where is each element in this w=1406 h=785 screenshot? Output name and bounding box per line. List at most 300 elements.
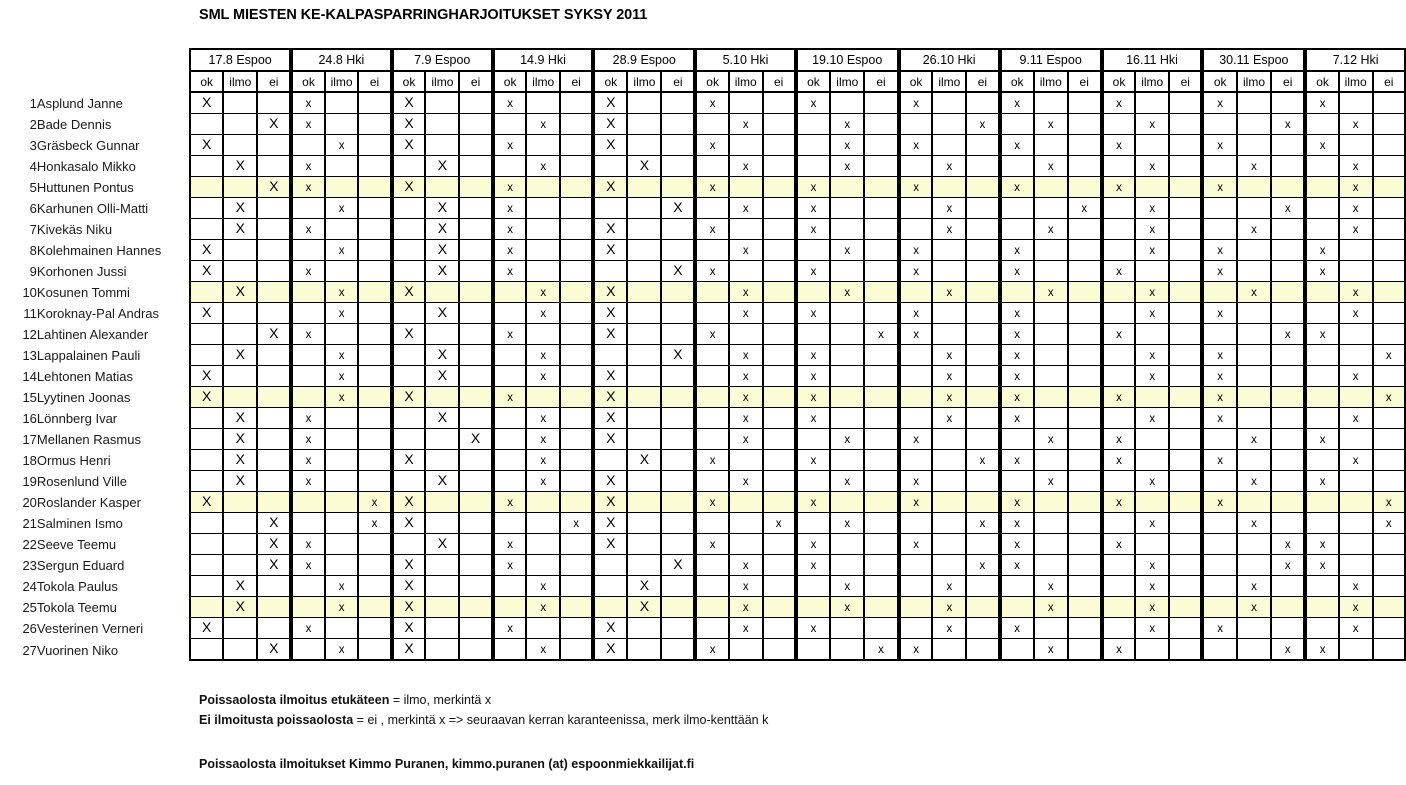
attendance-cell[interactable] xyxy=(864,93,898,114)
attendance-cell[interactable] xyxy=(729,261,763,282)
attendance-cell[interactable] xyxy=(392,618,426,639)
attendance-cell[interactable] xyxy=(459,492,493,513)
attendance-cell[interactable] xyxy=(425,156,459,177)
attendance-cell[interactable] xyxy=(560,408,593,429)
attendance-cell[interactable] xyxy=(1169,282,1202,303)
attendance-cell[interactable] xyxy=(1135,198,1169,219)
attendance-cell[interactable] xyxy=(1102,555,1136,576)
attendance-cell[interactable] xyxy=(695,156,729,177)
attendance-cell[interactable] xyxy=(763,513,796,534)
attendance-cell[interactable] xyxy=(627,324,661,345)
attendance-cell[interactable] xyxy=(1135,135,1169,156)
attendance-cell[interactable] xyxy=(257,324,291,345)
attendance-cell[interactable] xyxy=(729,597,763,618)
attendance-cell[interactable] xyxy=(425,324,459,345)
attendance-cell[interactable] xyxy=(1000,618,1034,639)
attendance-cell[interactable] xyxy=(899,408,933,429)
attendance-cell[interactable] xyxy=(223,240,257,261)
attendance-cell[interactable] xyxy=(325,471,359,492)
attendance-cell[interactable] xyxy=(392,387,426,408)
attendance-cell[interactable] xyxy=(1339,324,1373,345)
attendance-cell[interactable] xyxy=(864,177,898,198)
attendance-cell[interactable] xyxy=(729,156,763,177)
attendance-cell[interactable] xyxy=(560,555,593,576)
attendance-cell[interactable] xyxy=(627,240,661,261)
attendance-cell[interactable] xyxy=(1000,135,1034,156)
attendance-cell[interactable] xyxy=(325,534,359,555)
attendance-cell[interactable] xyxy=(932,345,966,366)
attendance-cell[interactable] xyxy=(627,534,661,555)
attendance-cell[interactable] xyxy=(661,135,695,156)
attendance-cell[interactable] xyxy=(1373,135,1406,156)
attendance-cell[interactable] xyxy=(189,639,223,661)
attendance-cell[interactable] xyxy=(257,303,291,324)
attendance-cell[interactable] xyxy=(257,639,291,661)
attendance-cell[interactable] xyxy=(1034,450,1068,471)
attendance-cell[interactable] xyxy=(358,219,391,240)
attendance-cell[interactable] xyxy=(695,93,729,114)
attendance-cell[interactable] xyxy=(257,450,291,471)
attendance-cell[interactable] xyxy=(830,114,864,135)
attendance-cell[interactable] xyxy=(1102,345,1136,366)
attendance-cell[interactable] xyxy=(291,618,325,639)
attendance-cell[interactable] xyxy=(358,240,391,261)
attendance-cell[interactable] xyxy=(864,450,898,471)
attendance-cell[interactable] xyxy=(966,618,999,639)
attendance-cell[interactable] xyxy=(493,198,527,219)
attendance-cell[interactable] xyxy=(358,555,391,576)
attendance-cell[interactable] xyxy=(899,576,933,597)
attendance-cell[interactable] xyxy=(1237,576,1271,597)
attendance-cell[interactable] xyxy=(1000,450,1034,471)
attendance-cell[interactable] xyxy=(763,345,796,366)
attendance-cell[interactable] xyxy=(560,303,593,324)
attendance-cell[interactable] xyxy=(695,219,729,240)
attendance-cell[interactable] xyxy=(1068,156,1102,177)
attendance-cell[interactable] xyxy=(966,261,999,282)
attendance-cell[interactable] xyxy=(661,618,695,639)
attendance-cell[interactable] xyxy=(593,135,627,156)
attendance-cell[interactable] xyxy=(899,492,933,513)
attendance-cell[interactable] xyxy=(729,177,763,198)
attendance-cell[interactable] xyxy=(1102,198,1136,219)
attendance-cell[interactable] xyxy=(1034,177,1068,198)
attendance-cell[interactable] xyxy=(189,114,223,135)
attendance-cell[interactable] xyxy=(796,324,831,345)
attendance-cell[interactable] xyxy=(1271,324,1305,345)
attendance-cell[interactable] xyxy=(864,534,898,555)
attendance-cell[interactable] xyxy=(1237,156,1271,177)
attendance-cell[interactable] xyxy=(966,450,999,471)
attendance-cell[interactable] xyxy=(526,408,560,429)
attendance-cell[interactable] xyxy=(966,513,999,534)
attendance-cell[interactable] xyxy=(358,618,391,639)
attendance-cell[interactable] xyxy=(1102,534,1136,555)
attendance-cell[interactable] xyxy=(425,513,459,534)
attendance-cell[interactable] xyxy=(223,429,257,450)
attendance-cell[interactable] xyxy=(1202,492,1236,513)
attendance-cell[interactable] xyxy=(189,555,223,576)
attendance-cell[interactable] xyxy=(661,303,695,324)
attendance-cell[interactable] xyxy=(1237,429,1271,450)
attendance-cell[interactable] xyxy=(358,282,391,303)
attendance-cell[interactable] xyxy=(763,156,796,177)
attendance-cell[interactable] xyxy=(1034,555,1068,576)
attendance-cell[interactable] xyxy=(830,219,864,240)
attendance-cell[interactable] xyxy=(796,366,831,387)
attendance-cell[interactable] xyxy=(223,639,257,661)
attendance-cell[interactable] xyxy=(593,534,627,555)
attendance-cell[interactable] xyxy=(899,450,933,471)
attendance-cell[interactable] xyxy=(1034,387,1068,408)
attendance-cell[interactable] xyxy=(627,198,661,219)
attendance-cell[interactable] xyxy=(257,492,291,513)
attendance-cell[interactable] xyxy=(763,576,796,597)
attendance-cell[interactable] xyxy=(223,177,257,198)
attendance-cell[interactable] xyxy=(729,93,763,114)
attendance-cell[interactable] xyxy=(593,576,627,597)
attendance-cell[interactable] xyxy=(459,219,493,240)
attendance-cell[interactable] xyxy=(526,135,560,156)
attendance-cell[interactable] xyxy=(1000,303,1034,324)
attendance-cell[interactable] xyxy=(1237,408,1271,429)
attendance-cell[interactable] xyxy=(864,513,898,534)
attendance-cell[interactable] xyxy=(966,639,999,661)
attendance-cell[interactable] xyxy=(1000,345,1034,366)
attendance-cell[interactable] xyxy=(1068,618,1102,639)
attendance-cell[interactable] xyxy=(627,282,661,303)
attendance-cell[interactable] xyxy=(830,576,864,597)
attendance-cell[interactable] xyxy=(966,114,999,135)
attendance-cell[interactable] xyxy=(661,555,695,576)
attendance-cell[interactable] xyxy=(1271,408,1305,429)
attendance-cell[interactable] xyxy=(1102,576,1136,597)
attendance-cell[interactable] xyxy=(1068,198,1102,219)
attendance-cell[interactable] xyxy=(459,261,493,282)
attendance-cell[interactable] xyxy=(1305,387,1339,408)
attendance-cell[interactable] xyxy=(189,576,223,597)
attendance-cell[interactable] xyxy=(1373,534,1406,555)
attendance-cell[interactable] xyxy=(695,387,729,408)
attendance-cell[interactable] xyxy=(966,492,999,513)
attendance-cell[interactable] xyxy=(257,618,291,639)
attendance-cell[interactable] xyxy=(493,513,527,534)
attendance-cell[interactable] xyxy=(695,324,729,345)
attendance-cell[interactable] xyxy=(1305,261,1339,282)
attendance-cell[interactable] xyxy=(257,408,291,429)
attendance-cell[interactable] xyxy=(1034,576,1068,597)
attendance-cell[interactable] xyxy=(425,261,459,282)
attendance-cell[interactable] xyxy=(899,387,933,408)
attendance-cell[interactable] xyxy=(1202,177,1236,198)
attendance-cell[interactable] xyxy=(1305,597,1339,618)
attendance-cell[interactable] xyxy=(392,639,426,661)
attendance-cell[interactable] xyxy=(1305,135,1339,156)
attendance-cell[interactable] xyxy=(1034,240,1068,261)
attendance-cell[interactable] xyxy=(291,177,325,198)
attendance-cell[interactable] xyxy=(695,429,729,450)
attendance-cell[interactable] xyxy=(223,576,257,597)
attendance-cell[interactable] xyxy=(695,576,729,597)
attendance-cell[interactable] xyxy=(1135,639,1169,661)
attendance-cell[interactable] xyxy=(864,345,898,366)
attendance-cell[interactable] xyxy=(796,513,831,534)
attendance-cell[interactable] xyxy=(695,198,729,219)
attendance-cell[interactable] xyxy=(1271,240,1305,261)
attendance-cell[interactable] xyxy=(966,534,999,555)
attendance-cell[interactable] xyxy=(223,219,257,240)
attendance-cell[interactable] xyxy=(763,240,796,261)
attendance-cell[interactable] xyxy=(1237,114,1271,135)
attendance-cell[interactable] xyxy=(1068,450,1102,471)
attendance-cell[interactable] xyxy=(425,555,459,576)
attendance-cell[interactable] xyxy=(899,597,933,618)
attendance-cell[interactable] xyxy=(425,135,459,156)
attendance-cell[interactable] xyxy=(830,555,864,576)
attendance-cell[interactable] xyxy=(864,618,898,639)
attendance-cell[interactable] xyxy=(1305,345,1339,366)
attendance-cell[interactable] xyxy=(223,408,257,429)
attendance-cell[interactable] xyxy=(695,345,729,366)
attendance-cell[interactable] xyxy=(864,303,898,324)
attendance-cell[interactable] xyxy=(1339,639,1373,661)
attendance-cell[interactable] xyxy=(1237,93,1271,114)
attendance-cell[interactable] xyxy=(526,387,560,408)
attendance-cell[interactable] xyxy=(1068,345,1102,366)
attendance-cell[interactable] xyxy=(796,198,831,219)
attendance-cell[interactable] xyxy=(459,135,493,156)
attendance-cell[interactable] xyxy=(1305,429,1339,450)
attendance-cell[interactable] xyxy=(358,534,391,555)
attendance-cell[interactable] xyxy=(1068,282,1102,303)
attendance-cell[interactable] xyxy=(1271,366,1305,387)
attendance-cell[interactable] xyxy=(392,408,426,429)
attendance-cell[interactable] xyxy=(1271,492,1305,513)
attendance-cell[interactable] xyxy=(459,366,493,387)
attendance-cell[interactable] xyxy=(392,471,426,492)
attendance-cell[interactable] xyxy=(1034,114,1068,135)
attendance-cell[interactable] xyxy=(1202,282,1236,303)
attendance-cell[interactable] xyxy=(1373,303,1406,324)
attendance-cell[interactable] xyxy=(830,534,864,555)
attendance-cell[interactable] xyxy=(325,198,359,219)
attendance-cell[interactable] xyxy=(189,387,223,408)
attendance-cell[interactable] xyxy=(392,429,426,450)
attendance-cell[interactable] xyxy=(1202,240,1236,261)
attendance-cell[interactable] xyxy=(1034,198,1068,219)
attendance-cell[interactable] xyxy=(1169,261,1202,282)
attendance-cell[interactable] xyxy=(796,177,831,198)
attendance-cell[interactable] xyxy=(223,261,257,282)
attendance-cell[interactable] xyxy=(593,198,627,219)
attendance-cell[interactable] xyxy=(223,450,257,471)
attendance-cell[interactable] xyxy=(1102,597,1136,618)
attendance-cell[interactable] xyxy=(899,303,933,324)
attendance-cell[interactable] xyxy=(1169,534,1202,555)
attendance-cell[interactable] xyxy=(223,324,257,345)
attendance-cell[interactable] xyxy=(223,135,257,156)
attendance-cell[interactable] xyxy=(1068,303,1102,324)
attendance-cell[interactable] xyxy=(392,450,426,471)
attendance-cell[interactable] xyxy=(932,324,966,345)
attendance-cell[interactable] xyxy=(392,534,426,555)
attendance-cell[interactable] xyxy=(1034,135,1068,156)
attendance-cell[interactable] xyxy=(526,471,560,492)
attendance-cell[interactable] xyxy=(223,471,257,492)
attendance-cell[interactable] xyxy=(1373,387,1406,408)
attendance-cell[interactable] xyxy=(526,324,560,345)
attendance-cell[interactable] xyxy=(560,597,593,618)
attendance-cell[interactable] xyxy=(1202,408,1236,429)
attendance-cell[interactable] xyxy=(526,219,560,240)
attendance-cell[interactable] xyxy=(1373,261,1406,282)
attendance-cell[interactable] xyxy=(560,282,593,303)
attendance-cell[interactable] xyxy=(1339,114,1373,135)
attendance-cell[interactable] xyxy=(223,198,257,219)
attendance-cell[interactable] xyxy=(661,177,695,198)
attendance-cell[interactable] xyxy=(291,492,325,513)
attendance-cell[interactable] xyxy=(1000,114,1034,135)
attendance-cell[interactable] xyxy=(661,471,695,492)
attendance-cell[interactable] xyxy=(1305,156,1339,177)
attendance-cell[interactable] xyxy=(223,156,257,177)
attendance-cell[interactable] xyxy=(1169,492,1202,513)
attendance-cell[interactable] xyxy=(763,408,796,429)
attendance-cell[interactable] xyxy=(257,135,291,156)
attendance-cell[interactable] xyxy=(695,492,729,513)
attendance-cell[interactable] xyxy=(257,471,291,492)
attendance-cell[interactable] xyxy=(392,366,426,387)
attendance-cell[interactable] xyxy=(830,303,864,324)
attendance-cell[interactable] xyxy=(1202,555,1236,576)
attendance-cell[interactable] xyxy=(932,261,966,282)
attendance-cell[interactable] xyxy=(763,597,796,618)
attendance-cell[interactable] xyxy=(325,93,359,114)
attendance-cell[interactable] xyxy=(830,597,864,618)
attendance-cell[interactable] xyxy=(830,618,864,639)
attendance-cell[interactable] xyxy=(1202,93,1236,114)
attendance-cell[interactable] xyxy=(291,513,325,534)
attendance-cell[interactable] xyxy=(661,282,695,303)
attendance-cell[interactable] xyxy=(1237,387,1271,408)
attendance-cell[interactable] xyxy=(392,513,426,534)
attendance-cell[interactable] xyxy=(291,219,325,240)
attendance-cell[interactable] xyxy=(899,345,933,366)
attendance-cell[interactable] xyxy=(932,429,966,450)
attendance-cell[interactable] xyxy=(796,534,831,555)
attendance-cell[interactable] xyxy=(661,450,695,471)
attendance-cell[interactable] xyxy=(661,366,695,387)
attendance-cell[interactable] xyxy=(1305,471,1339,492)
attendance-cell[interactable] xyxy=(1135,303,1169,324)
attendance-cell[interactable] xyxy=(425,534,459,555)
attendance-cell[interactable] xyxy=(796,282,831,303)
attendance-cell[interactable] xyxy=(425,576,459,597)
attendance-cell[interactable] xyxy=(830,198,864,219)
attendance-cell[interactable] xyxy=(1169,597,1202,618)
attendance-cell[interactable] xyxy=(1102,366,1136,387)
attendance-cell[interactable] xyxy=(1000,198,1034,219)
attendance-cell[interactable] xyxy=(1271,135,1305,156)
attendance-cell[interactable] xyxy=(189,177,223,198)
attendance-cell[interactable] xyxy=(358,324,391,345)
attendance-cell[interactable] xyxy=(661,408,695,429)
attendance-cell[interactable] xyxy=(1237,492,1271,513)
attendance-cell[interactable] xyxy=(661,639,695,661)
attendance-cell[interactable] xyxy=(864,387,898,408)
attendance-cell[interactable] xyxy=(291,576,325,597)
attendance-cell[interactable] xyxy=(493,345,527,366)
attendance-cell[interactable] xyxy=(1102,156,1136,177)
attendance-cell[interactable] xyxy=(1068,471,1102,492)
attendance-cell[interactable] xyxy=(1373,156,1406,177)
attendance-cell[interactable] xyxy=(763,450,796,471)
attendance-cell[interactable] xyxy=(1305,282,1339,303)
attendance-cell[interactable] xyxy=(1373,513,1406,534)
attendance-cell[interactable] xyxy=(526,555,560,576)
attendance-cell[interactable] xyxy=(560,135,593,156)
attendance-cell[interactable] xyxy=(560,492,593,513)
attendance-cell[interactable] xyxy=(695,114,729,135)
attendance-cell[interactable] xyxy=(695,618,729,639)
attendance-cell[interactable] xyxy=(763,618,796,639)
attendance-cell[interactable] xyxy=(526,576,560,597)
attendance-cell[interactable] xyxy=(189,345,223,366)
attendance-cell[interactable] xyxy=(593,387,627,408)
attendance-cell[interactable] xyxy=(1034,597,1068,618)
attendance-cell[interactable] xyxy=(1373,618,1406,639)
attendance-cell[interactable] xyxy=(593,618,627,639)
attendance-cell[interactable] xyxy=(560,450,593,471)
attendance-cell[interactable] xyxy=(1373,408,1406,429)
attendance-cell[interactable] xyxy=(1169,303,1202,324)
attendance-cell[interactable] xyxy=(1373,555,1406,576)
attendance-cell[interactable] xyxy=(1102,177,1136,198)
attendance-cell[interactable] xyxy=(1339,618,1373,639)
attendance-cell[interactable] xyxy=(291,345,325,366)
attendance-cell[interactable] xyxy=(899,219,933,240)
attendance-cell[interactable] xyxy=(1135,324,1169,345)
attendance-cell[interactable] xyxy=(796,639,831,661)
attendance-cell[interactable] xyxy=(796,93,831,114)
attendance-cell[interactable] xyxy=(1034,156,1068,177)
attendance-cell[interactable] xyxy=(1000,429,1034,450)
attendance-cell[interactable] xyxy=(1135,597,1169,618)
attendance-cell[interactable] xyxy=(1271,639,1305,661)
attendance-cell[interactable] xyxy=(358,366,391,387)
attendance-cell[interactable] xyxy=(932,639,966,661)
attendance-cell[interactable] xyxy=(932,387,966,408)
attendance-cell[interactable] xyxy=(257,261,291,282)
attendance-cell[interactable] xyxy=(729,513,763,534)
attendance-cell[interactable] xyxy=(1202,366,1236,387)
attendance-cell[interactable] xyxy=(1305,513,1339,534)
attendance-cell[interactable] xyxy=(189,198,223,219)
attendance-cell[interactable] xyxy=(695,450,729,471)
attendance-cell[interactable] xyxy=(358,492,391,513)
attendance-cell[interactable] xyxy=(189,471,223,492)
attendance-cell[interactable] xyxy=(1305,93,1339,114)
attendance-cell[interactable] xyxy=(560,534,593,555)
attendance-cell[interactable] xyxy=(1135,618,1169,639)
attendance-cell[interactable] xyxy=(358,93,391,114)
attendance-cell[interactable] xyxy=(526,303,560,324)
attendance-cell[interactable] xyxy=(526,513,560,534)
attendance-cell[interactable] xyxy=(864,219,898,240)
attendance-cell[interactable] xyxy=(1169,639,1202,661)
attendance-cell[interactable] xyxy=(763,492,796,513)
attendance-cell[interactable] xyxy=(1102,429,1136,450)
